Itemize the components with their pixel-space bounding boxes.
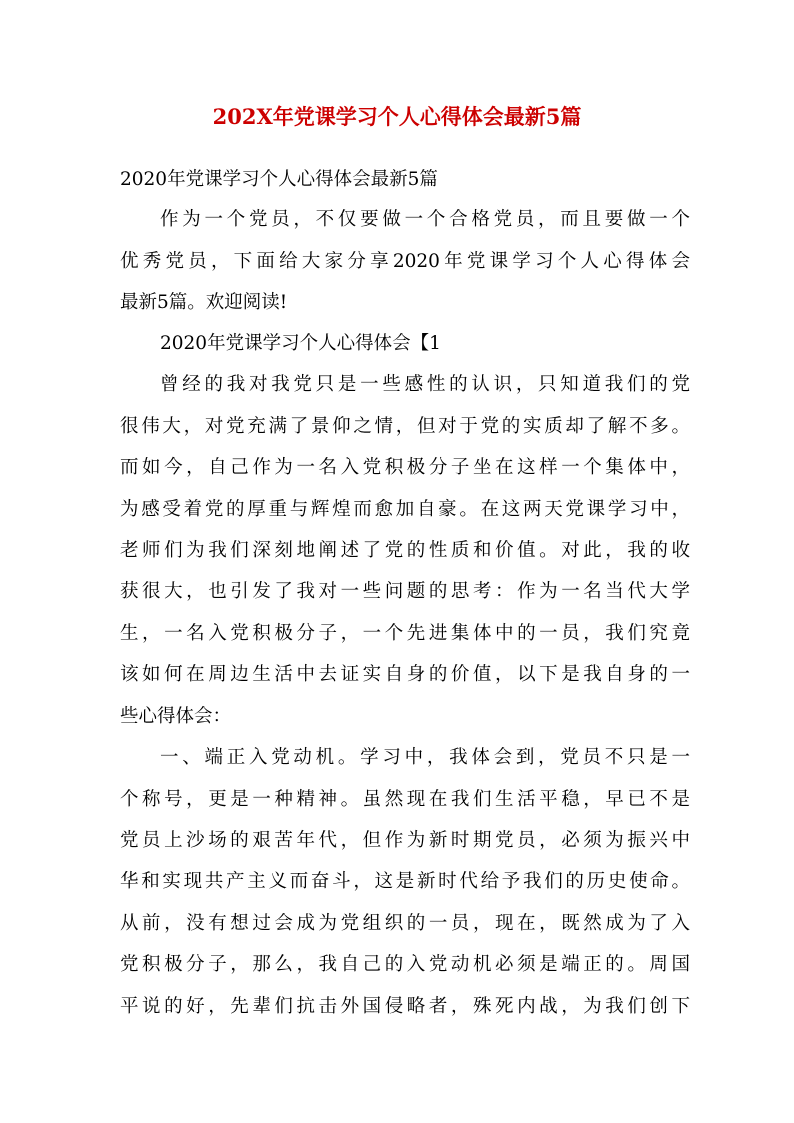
paragraph-line: 优秀党员，下面给大家分享2020年党课学习个人心得体会 bbox=[120, 251, 690, 272]
document-title: 202X年党课学习个人心得体会最新5篇 bbox=[212, 104, 582, 129]
paragraph-line: 从前，没有想过会成为党组织的一员，现在，既然成为了入 bbox=[120, 913, 690, 934]
subtitle-line: 2020年党课学习个人心得体会最新5篇 bbox=[120, 169, 438, 190]
paragraph-line: 作为一个党员，不仅要做一个合格党员，而且要做一个 bbox=[160, 209, 690, 230]
paragraph-line: 最新5篇。欢迎阅读! bbox=[120, 292, 288, 313]
paragraph-line: 为感受着党的厚重与辉煌而愈加自豪。在这两天党课学习中， bbox=[120, 499, 690, 520]
paragraph-line: 华和实现共产主义而奋斗，这是新时代给予我们的历史使命。 bbox=[120, 871, 690, 892]
paragraph-line: 些心得体会： bbox=[120, 706, 232, 727]
section-heading: 2020年党课学习个人心得体会【1 bbox=[160, 333, 441, 354]
paragraph-line: 该如何在周边生活中去证实自身的价值，以下是我自身的一 bbox=[120, 664, 690, 685]
paragraph-line: 而如今，自己作为一名入党积极分子坐在这样一个集体中， bbox=[120, 457, 690, 478]
paragraph-line: 很伟大，对党充满了景仰之情，但对于党的实质却了解不多。 bbox=[120, 416, 690, 437]
paragraph-line: 曾经的我对我党只是一些感性的认识，只知道我们的党 bbox=[160, 374, 690, 395]
paragraph-line: 党员上沙场的艰苦年代，但作为新时期党员，必须为振兴中 bbox=[120, 830, 690, 851]
paragraph-line: 个称号，更是一种精神。虽然现在我们生活平稳，早已不是 bbox=[120, 789, 690, 810]
paragraph-line: 一、端正入党动机。学习中，我体会到，党员不只是一 bbox=[160, 747, 690, 768]
paragraph-line: 生，一名入党积极分子，一个先进集体中的一员，我们究竟 bbox=[120, 623, 690, 644]
paragraph-line: 平说的好，先辈们抗击外国侵略者，殊死内战，为我们创下 bbox=[120, 996, 690, 1017]
paragraph-line: 获很大，也引发了我对一些问题的思考：作为一名当代大学 bbox=[120, 581, 690, 602]
paragraph-line: 党积极分子，那么，我自己的入党动机必须是端正的。周国 bbox=[120, 954, 690, 975]
paragraph-line: 老师们为我们深刻地阐述了党的性质和价值。对此，我的收 bbox=[120, 540, 690, 561]
